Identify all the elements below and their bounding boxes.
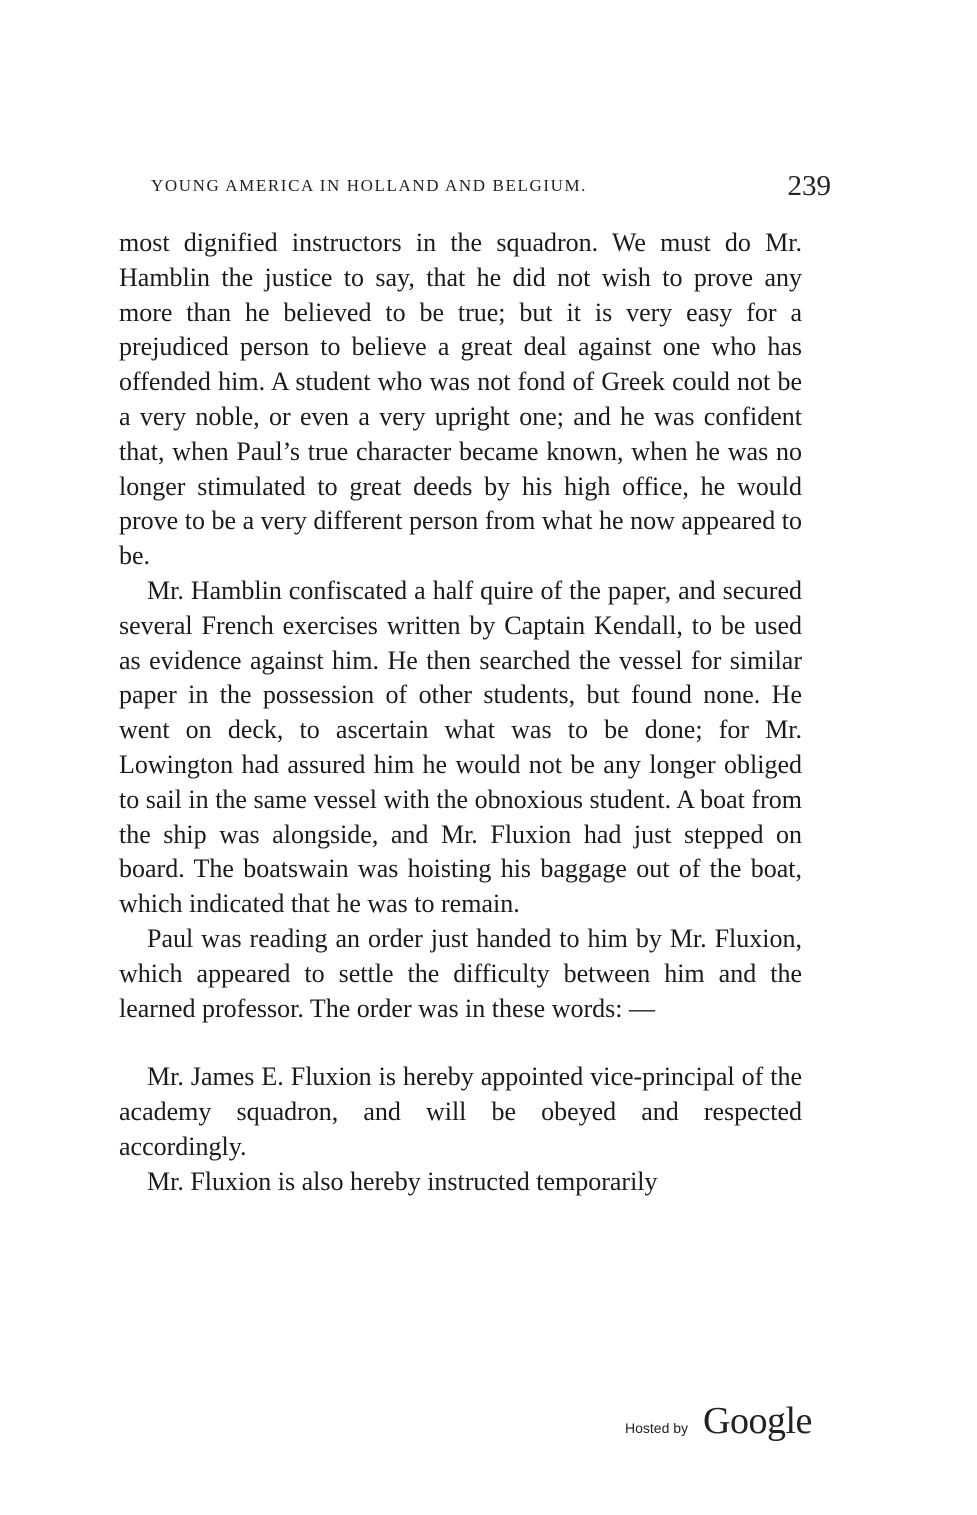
paragraph: Mr. Hamblin confiscated a half quire of the paper, and secured several French exercises written by Captain Kendall, to be used as evidence against him. He then searched the vessel for similar paper in the possession of other students, but found none. He went on deck, to ascertain what was to be done; for Mr. Lowington had assured him he would not be any longer obliged to sail in the same vessel with the obnoxious student. A boat from the ship was alongside, and Mr. Fluxion had just stepped on board. The boatswain was hoisting his baggage out of the boat, which indicated that he was to remain. — [119, 575, 802, 919]
hosted-by-watermark — [625, 1399, 825, 1443]
order-paragraph: Mr. James E. Fluxion is hereby appointed vice-principal of the academy squadron, and will be obeyed and respected accordingly. — [119, 1062, 802, 1161]
order-paragraph: Mr. Fluxion is also hereby instructed temporarily — [147, 1166, 658, 1196]
page-number: 239 — [787, 170, 831, 202]
body-text — [119, 226, 802, 1200]
running-title: YOUNG AMERICA IN HOLLAND AND BELGIUM. — [151, 176, 588, 195]
paragraph: Paul was reading an order just handed to him by Mr. Fluxion, which appeared to settle the difficulty between him and the learned professor. The order was in these words: — — [119, 923, 802, 1023]
running-head — [151, 170, 831, 200]
google-logo: Google — [703, 1400, 812, 1442]
paragraph-continued: most dignified instructors in the squadron. We must do Mr. Hamblin the justice to say, that he did not wish to prove any more than he believed to be true; but it is very easy for a prejudiced person to believe a great deal against one who has offended him. A student who was not fond of Greek could not be a very noble, or even a very upright one; and he was confident that, when Paul’s true character became known, when he was no longer stimulated to great deeds by his high office, he would prove to be a very different person from what he now appeared to be. — [119, 228, 802, 571]
hosted-label: Hosted by — [625, 1420, 689, 1436]
